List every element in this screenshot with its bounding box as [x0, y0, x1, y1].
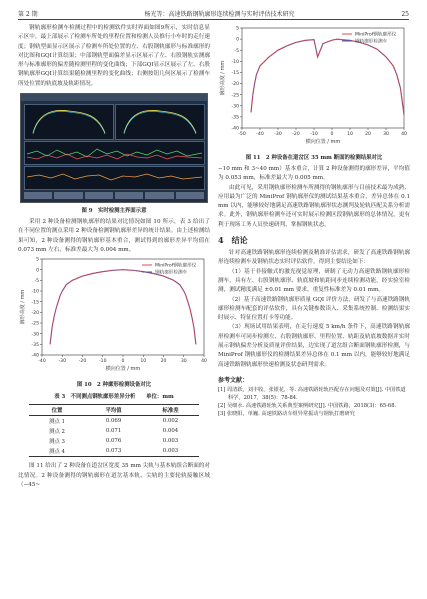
- x-tick-label: -40: [38, 359, 46, 365]
- x-axis-label: 横向位置 / mm: [105, 366, 141, 373]
- section-title: 结论: [231, 235, 248, 246]
- series-line: [50, 270, 196, 345]
- table-row: [29, 426, 199, 436]
- table-header: 平均值: [105, 408, 122, 415]
- y-tick-label: -20: [31, 311, 39, 317]
- y-tick-label: -40: [31, 353, 39, 359]
- x-tick-label: 0: [330, 132, 334, 137]
- software-button: [54, 192, 82, 199]
- figure-11-caption: 图 11 2 种设备在道岔区 35 mm 断面的检测结果对比: [245, 155, 383, 161]
- x-tick-label: 30: [180, 359, 187, 365]
- legend-label: 钢轨廓形检测车: [355, 39, 388, 45]
- x-tick-label: 0: [121, 359, 125, 365]
- legend-label: 钢轨廓形检测车: [155, 270, 188, 276]
- deviation-curve: [25, 142, 204, 164]
- section-heading: [218, 235, 410, 246]
- reference-item: [2] 吴细水. 高速铁路轮轨关系典型案例研究[J]. 中国铁路，2018(3)：65-68.: [218, 402, 397, 409]
- table-cell: 0.071: [105, 428, 122, 435]
- page-number: 25: [401, 11, 409, 18]
- table-cell: 0.002: [162, 418, 179, 425]
- x-tick-label: -20: [292, 132, 300, 137]
- table-cell: 0.003: [162, 448, 179, 455]
- y-tick-label: -25: [231, 93, 239, 99]
- y-axis-label: 廓形高度 / mm: [20, 289, 26, 325]
- y-tick-label: -30: [31, 332, 39, 338]
- y-tick-label: -5: [34, 279, 39, 285]
- table-cell: 0.069: [105, 418, 122, 425]
- y-tick-label: 0: [236, 37, 239, 43]
- software-button: [176, 192, 204, 199]
- y-tick-label: -10: [31, 289, 39, 295]
- left-column: [18, 24, 210, 490]
- header-rule: [18, 19, 409, 20]
- y-tick-label: 0: [36, 268, 39, 274]
- table-row: [29, 436, 199, 446]
- table-cell: 测点 3: [49, 439, 65, 446]
- table-cell: 0.003: [162, 438, 179, 445]
- table-cell: 0.073: [105, 448, 122, 455]
- table-3: [29, 404, 199, 457]
- y-tick-label: -35: [231, 115, 239, 121]
- conclusion-item: （3）现场试用结果表明，在走行速度 5 km/h 条件下，高速铁路钢轨廓形检测车可同步检测左、右股钢轨廓形、里程位置、轨距及轨底坡数据并实时展示钢轨偏差分析及质量评价结果，边实现了道岔组合断面钢轨廓形检测，与 MiniProf 钢轨廓形仪的检测结果差异总体在 0.1 mm 以内，能够较好地满足高速铁路钢轨廓形快速检测及状态研判需求。: [218, 324, 410, 368]
- figure-9-caption: 图 9 实时检测主界面示意: [81, 208, 147, 215]
- body-paragraph: 钢轨廓形检测车检测过程中的检测软件实时界面如图9所示，实时信息显示区中，最上部展示了检测车所处的里程位置和检测人员推行小车时的走行速度；钢轨型面显示区展示了检测车所处位置的左、右股钢轨廓形与标准廓形的对比图和GQI计算结果；中部钢轨型面偏差显示区展示了左、右股钢轨实测廓形与标准廓形的偏差随检测里程的变化曲线；下部GQI显示区展示了左、右股钢轨廓形GQI计算结果随检测里程的变化曲线；右侧按钮几何区展示了检测车所处位置的轨底坡及轨距情况。: [18, 25, 210, 87]
- software-button: [24, 192, 52, 199]
- section-number: 4: [218, 235, 224, 246]
- table-cell: 测点 4: [49, 449, 65, 456]
- y-tick-label: -35: [31, 343, 39, 349]
- y-axis-label: 廓形高度 / mm: [220, 60, 226, 96]
- body-paragraph: −10 mm 和 3~40 mm）基本重合，计算 2 种设备测得的廓形差异，平均值为 0.053 mm，标准差最大为 0.005 mm。: [218, 166, 410, 182]
- series-line: [251, 39, 404, 115]
- gqi-pane: [24, 166, 205, 190]
- references-heading: 参考文献：: [218, 376, 249, 384]
- running-header: [18, 6, 409, 18]
- x-tick-label: -50: [238, 132, 246, 137]
- figure-9-screenshot: [20, 93, 208, 203]
- table-row: [29, 416, 199, 427]
- x-axis-label: 横向位置 / mm: [305, 139, 341, 145]
- x-tick-label: 10: [347, 132, 353, 137]
- software-button: [85, 192, 113, 199]
- right-column: [218, 24, 410, 418]
- table-row: [29, 446, 199, 457]
- body-paragraph: 图 11 给出了 2 种设备在道岔区宽度 35 mm 尖轨与基本轨组合断面的对比情况。2 种设备测得的钢轨廓形在道岔基本轨、尖轨的主要轮轨接触区域（−45~: [18, 463, 210, 488]
- reference-item: [3] 张晓阳，单巍. 高速铁路动车组异常振动与钢轨打磨研究: [218, 410, 355, 417]
- table-header: 位置: [51, 408, 63, 415]
- x-tick-label: 10: [140, 359, 147, 365]
- body-paragraph: 针对高速铁路钢轨廓形连续检测及精准评估需求，研发了高速铁路钢轨廓形连续检测车及钢轨状态实时评估软件，得到主要结论如下：: [218, 250, 410, 266]
- running-title: 杨光等：高速铁路钢轨廓形连续检测与实时评估技术研究: [144, 11, 295, 18]
- table-3-caption: 表 3 不同测点钢轨廓形差异分析 单位：mm: [54, 394, 174, 401]
- x-tick-label: 20: [365, 132, 371, 137]
- right-profile-plot: [116, 105, 204, 139]
- gqi-curve: [25, 167, 204, 189]
- x-tick-label: 40: [201, 359, 207, 365]
- table-header: 标准差: [162, 408, 179, 415]
- figure-11-chart: [218, 24, 410, 146]
- x-tick-label: 40: [401, 132, 407, 137]
- right-profile-pane: [115, 104, 205, 140]
- legend-label: MiniProf钢轨廓形仪: [355, 32, 397, 38]
- y-tick-label: -10: [231, 59, 239, 65]
- software-button: [115, 192, 143, 199]
- y-tick-label: -15: [231, 71, 239, 77]
- y-tick-label: -15: [31, 300, 39, 306]
- software-button-bar: [24, 192, 204, 199]
- y-tick-label: -5: [234, 48, 239, 54]
- table-cell: 测点 2: [49, 429, 65, 436]
- table-cell: 0.004: [162, 428, 179, 435]
- y-tick-label: 5: [236, 26, 239, 32]
- y-tick-label: -30: [231, 104, 239, 110]
- x-tick-label: 20: [160, 359, 167, 365]
- legend-label: MiniProf钢轨廓形仪: [155, 263, 197, 269]
- left-profile-pane: [24, 104, 114, 140]
- y-tick-label: -25: [31, 321, 39, 327]
- conclusion-item: （2）基于高速铁路钢轨廓形质量 GQI 评价方法，研发了与高速铁路钢轨廓形检测车配套的评估软件，具有关键参数读入、采集系统控制、检测结果实时展示、特征位置打卡等功能。: [218, 296, 410, 322]
- body-paragraph: 由此可见，采用钢轨廓形检测车所测得的钢轨廓形与目前技术最为成熟、应用最为广泛的 MiniProf 钢轨廓形仪的测试结果基本重合，差异总体在 0.1 mm 以内，能够较好地满足高速铁路钢轨廓形状态测判及轮轨匹配关系分析需求。此外，钢轨廓形检测车还可实时展示检测区段钢轨廓形的总体情况，更有利于现场工务人员快速研判、掌握钢轨状态。: [218, 184, 410, 228]
- x-tick-label: -40: [256, 132, 264, 137]
- figure-10-chart: [18, 255, 210, 373]
- issue-number: 第 2 期: [18, 11, 38, 18]
- x-tick-label: -30: [58, 359, 67, 365]
- left-profile-plot: [25, 105, 113, 139]
- y-tick-label: -20: [231, 82, 239, 88]
- table-cell: 测点 1: [49, 419, 65, 426]
- conclusion-item: （1）基于非接触式的激光视觉原理，研制了无动力高速铁路钢轨廓形检测车，具有左、右股钢轨廓形、轨底坡和轨距同步连续检测功能，经实验室检测，测试精度满足 ±0.01 mm 要求，重复性标准差为 0.01 mm。: [218, 268, 410, 294]
- series-line: [251, 39, 404, 115]
- x-tick-label: -10: [310, 132, 318, 137]
- body-paragraph: 采用 2 种设备检测钢轨廓形的结果对比情况如图 10 所示，表 3 给出了在不同位置的测点采用 2 种设备检测钢轨廓形差异的统计结果。由上述检测结果可知，2 种设备测得的钢轨廓形基本重合，测试得到的廓形差异平均值在 0.073 mm 左右，标准差最大为 0.004 mm。: [18, 219, 210, 253]
- table-cell: 0.076: [105, 438, 122, 445]
- reference-item: [1] 周清跃，刘丰收，张银花，等. 高速铁路轮轨匹配存在问题及对策[J]. 中国铁道科学，2017，38(5)：78-84.: [218, 386, 406, 401]
- y-tick-label: 5: [36, 257, 39, 263]
- software-button: [145, 192, 173, 199]
- x-tick-label: -20: [78, 359, 87, 365]
- software-title-bar: [21, 94, 207, 101]
- deviation-pane: [24, 141, 205, 165]
- figure-10-caption: 图 10 2 种廓形检测设备对比: [76, 382, 152, 389]
- x-tick-label: 30: [383, 132, 389, 137]
- x-tick-label: -30: [274, 132, 282, 137]
- y-tick-label: -40: [231, 126, 239, 132]
- x-tick-label: -10: [98, 359, 107, 365]
